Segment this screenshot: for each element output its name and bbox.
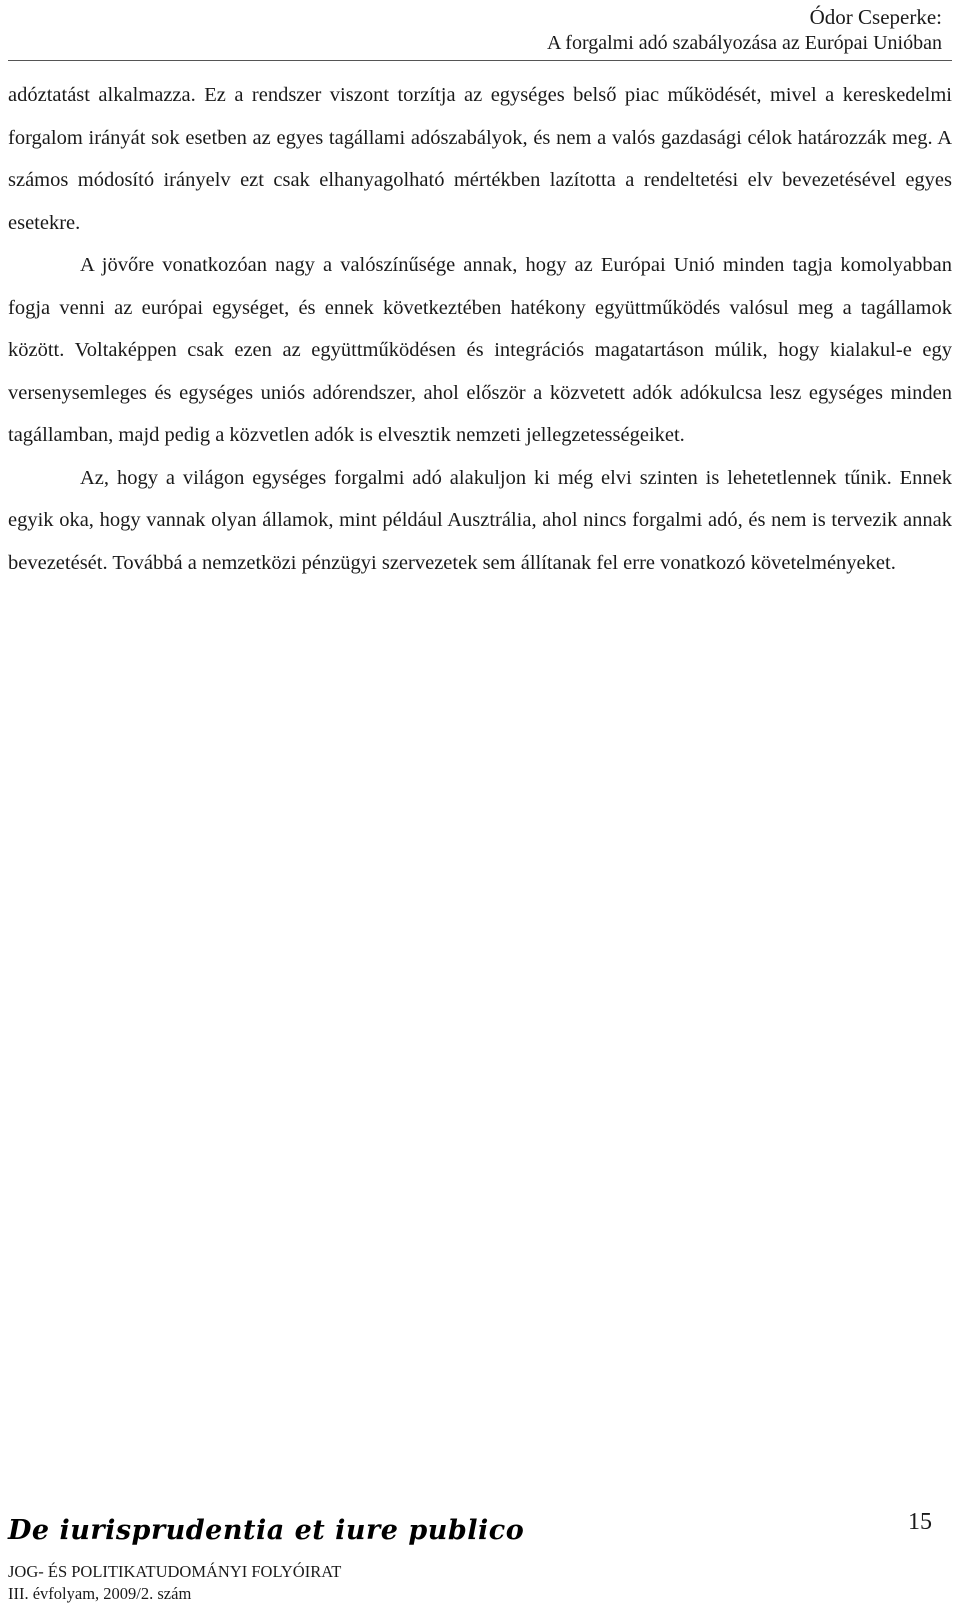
page-number: 15 (908, 1509, 932, 1535)
running-header (547, 0, 942, 56)
paragraph-1: adóztatást alkalmazza. Ez a rendszer viszont torzítja az egységes belső piac működését, mivel a kereskedelmi forgalom irányát sok esetben az egyes tagállami adószabályok, és nem a valós gazdasági célok határozzák meg. A számos módosító irányelv ezt csak elhanyagolható mértékben lazította a rendeltetési elv bevezetésével egyes esetekre. (8, 84, 952, 234)
journal-subtitle: JOG- ÉS POLITIKATUDOMÁNYI FOLYÓIRAT (8, 1562, 342, 1581)
journal-issue: III. évfolyam, 2009/2. szám (8, 1584, 192, 1603)
paragraph-2: A jövőre vonatkozóan nagy a valószínűsége annak, hogy az Európai Unió minden tagja komolyabban fogja venni az európai egységet, és ennek következtében hatékony együttműködés valósul meg a tagállamok között. Voltaképpen csak ezen az együttműködésen és integrációs magatartáson múlik, hogy kialakul-e egy versenysemleges és egységes uniós adórendszer, ahol először a közvetett adók adókulcsa lesz egységes minden tagállamban, majd pedig a közvetlen adók is elvesztik nemzeti jellegzetességeiket. (8, 254, 952, 446)
journal-info (8, 1561, 341, 1605)
body-text (8, 74, 952, 584)
journal-name: De iurisprudentia et iure publico (8, 1515, 525, 1546)
header-divider (8, 60, 952, 61)
header-title: A forgalmi adó szabályozása az Európai Unióban (546, 32, 942, 54)
paragraph-3: Az, hogy a világon egységes forgalmi adó alakuljon ki még elvi szinten is lehetetlennek tűnik. Ennek egyik oka, hogy vannak olyan államok, mint például Ausztrália, ahol nincs forgalmi adó, és nem is tervezik annak bevezetését. Továbbá a nemzetközi pénzügyi szervezetek sem állítanak fel erre vonatkozó követelményeket. (8, 466, 952, 574)
header-author: Ódor Cseperke: (809, 5, 942, 29)
